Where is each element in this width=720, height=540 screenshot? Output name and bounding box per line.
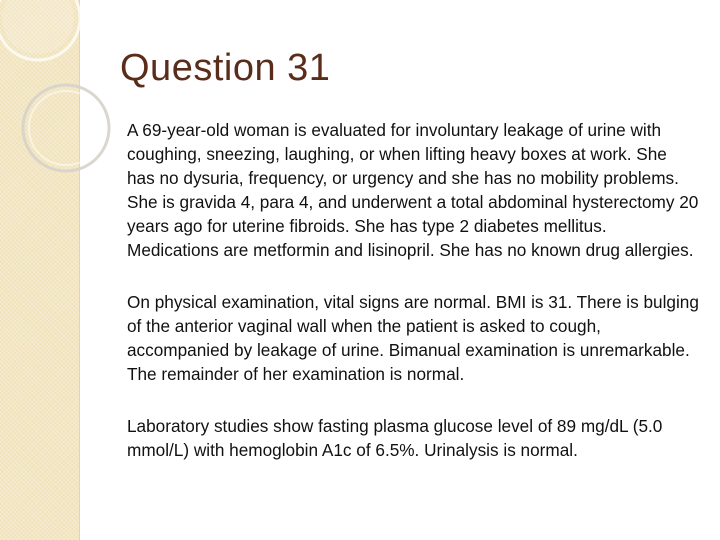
physical-exam-paragraph: On physical examination, vital signs are normal. BMI is 31. There is bulging of the anterior vaginal wall when the patient is asked to cough, accompanied by leakage of urine. Bimanual examination is unremarkable. The remainder of her examination is normal. bbox=[127, 292, 699, 384]
case-history-paragraph: A 69-year-old woman is evaluated for involuntary leakage of urine with coughing, sneezing, laughing, or when lifting heavy boxes at work. She has no dysuria, frequency, or urgency and she has no mobility problems. She is gravida 4, para 4, and underwent a total abdominal hysterectomy 20 years ago for uterine fibroids. She has type 2 diabetes mellitus. Medications are metformin and lisinopril. She has no known drug allergies. bbox=[127, 120, 699, 260]
question-body bbox=[127, 118, 699, 490]
slide-title: Question 31 bbox=[120, 47, 331, 89]
lab-results-paragraph: Laboratory studies show fasting plasma glucose level of 89 mg/dL (5.0 mmol/L) with hemoglobin A1c of 6.5%. Urinalysis is normal. bbox=[127, 416, 663, 460]
decorative-side-strip bbox=[0, 0, 80, 540]
